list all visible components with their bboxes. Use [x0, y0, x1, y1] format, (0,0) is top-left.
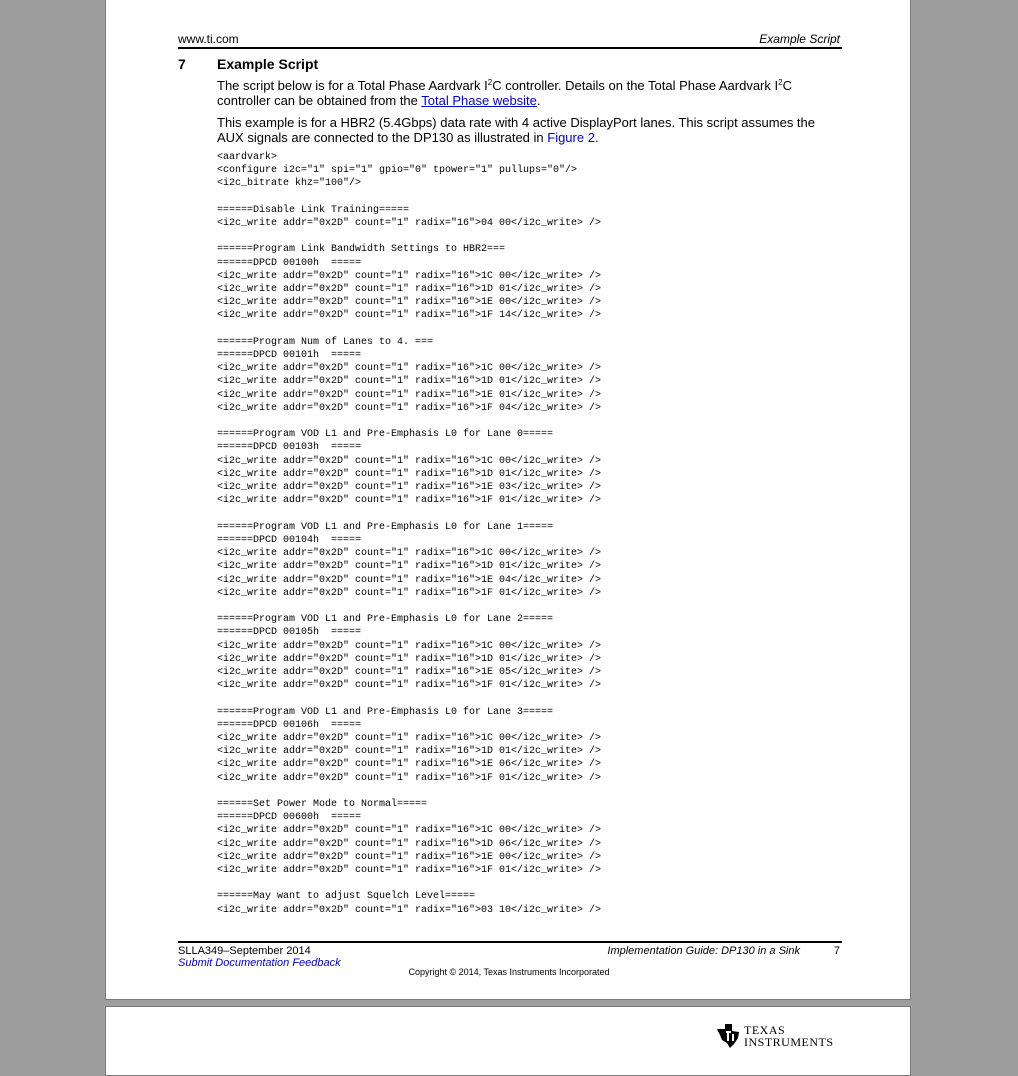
intro-paragraph [217, 78, 842, 108]
script-line: <i2c_write addr="0x2D" count="1" radix="16">1F 14</i2c_write> /> [217, 310, 602, 322]
script-line: ======Program VOD L1 and Pre-Emphasis L0 for Lane 0===== [217, 429, 554, 441]
script-line: ======DPCD 00106h ===== [217, 719, 362, 731]
header-website: www.ti.com [178, 32, 239, 46]
logo-line: TEXAS [744, 1023, 786, 1037]
script-line: <i2c_write addr="0x2D" count="1" radix="16">1D 01</i2c_write> /> [217, 746, 602, 758]
script-line: <i2c_write addr="0x2D" count="1" radix="16">1C 00</i2c_write> /> [217, 455, 602, 467]
ti-logo-icon [716, 1023, 740, 1049]
script-line: <i2c_write addr="0x2D" count="1" radix="16">1E 05</i2c_write> /> [217, 666, 602, 678]
footer-doc-title: Implementation Guide: DP130 in a Sink [607, 945, 800, 957]
script-line: <i2c_write addr="0x2D" count="1" radix="16">1C 00</i2c_write> /> [217, 548, 602, 560]
footer-page-number: 7 [833, 945, 840, 957]
superscript: 2 [778, 78, 783, 87]
paragraph-text: C controller. Details on the Total Phase Aardvark I [492, 78, 779, 93]
script-line: <i2c_write addr="0x2D" count="1" radix="16">1F 01</i2c_write> /> [217, 864, 602, 876]
script-line: ======Program Link Bandwidth Settings to HBR2=== [217, 244, 506, 256]
paragraph-text: . [536, 93, 541, 108]
next-document-page [105, 1006, 911, 1076]
script-line: <i2c_write addr="0x2D" count="1" radix="16">1D 06</i2c_write> /> [217, 838, 602, 850]
script-line: <i2c_bitrate khz="100"/> [217, 178, 362, 190]
ti-logo-wordmark [744, 1024, 834, 1048]
header-divider [178, 47, 842, 49]
script-line: <i2c_write addr="0x2D" count="1" radix="16">1D 01</i2c_write> /> [217, 653, 602, 665]
paragraph-text: . [594, 130, 599, 145]
script-line: <i2c_write addr="0x2D" count="1" radix="16">1F 01</i2c_write> /> [217, 772, 602, 784]
script-line: <i2c_write addr="0x2D" count="1" radix="16">1C 00</i2c_write> /> [217, 363, 602, 375]
superscript: 2 [487, 78, 493, 87]
script-line: <i2c_write addr="0x2D" count="1" radix="16">1E 03</i2c_write> /> [217, 482, 602, 494]
script-line: <i2c_write addr="0x2D" count="1" radix="16">04 00</i2c_write> /> [217, 218, 602, 230]
submit-feedback-link[interactable]: Submit Documentation Feedback [178, 957, 341, 969]
script-line: <i2c_write addr="0x2D" count="1" radix="16">1F 01</i2c_write> /> [217, 680, 602, 692]
script-line: ======DPCD 00100h ===== [217, 257, 362, 269]
script-line: <i2c_write addr="0x2D" count="1" radix="16">1C 00</i2c_write> /> [217, 732, 602, 744]
section-title: Example Script [217, 56, 319, 72]
script-line: ======DPCD 00103h ===== [217, 442, 362, 454]
config-paragraph [217, 115, 842, 145]
script-line: <i2c_write addr="0x2D" count="1" radix="16">1E 00</i2c_write> /> [217, 851, 602, 863]
header-section-name: Example Script [759, 32, 840, 46]
ti-logo [716, 1023, 834, 1049]
script-line: <i2c_write addr="0x2D" count="1" radix="16">1D 01</i2c_write> /> [217, 561, 602, 573]
script-line: <i2c_write addr="0x2D" count="1" radix="16">1D 01</i2c_write> /> [217, 284, 602, 296]
script-line: <configure i2c="1" spi="1" gpio="0" tpower="1" pullups="0"/> [217, 165, 578, 177]
script-line: ======Program VOD L1 and Pre-Emphasis L0 for Lane 1===== [217, 521, 554, 533]
script-line: ======DPCD 00101h ===== [217, 350, 362, 362]
script-line: <i2c_write addr="0x2D" count="1" radix="16">1E 01</i2c_write> /> [217, 389, 602, 401]
script-line: <i2c_write addr="0x2D" count="1" radix="16">1D 01</i2c_write> /> [217, 376, 602, 388]
script-line: <i2c_write addr="0x2D" count="1" radix="16">1C 00</i2c_write> /> [217, 640, 602, 652]
script-line: <i2c_write addr="0x2D" count="1" radix="16">1F 01</i2c_write> /> [217, 495, 602, 507]
script-line: ======Program Num of Lanes to 4. === [217, 336, 434, 348]
script-line: <i2c_write addr="0x2D" count="1" radix="16">1E 00</i2c_write> /> [217, 297, 602, 309]
script-line: ======Program VOD L1 and Pre-Emphasis L0 for Lane 3===== [217, 706, 554, 718]
footer-divider [178, 941, 842, 943]
figure-2-link[interactable]: Figure 2 [547, 130, 595, 145]
section-number: 7 [178, 56, 186, 72]
total-phase-website-link[interactable]: Total Phase website [421, 93, 537, 108]
script-line: <i2c_write addr="0x2D" count="1" radix="16">1F 04</i2c_write> /> [217, 402, 602, 414]
script-line: <i2c_write addr="0x2D" count="1" radix="16">1D 01</i2c_write> /> [217, 468, 602, 480]
script-line: ======Program VOD L1 and Pre-Emphasis L0 for Lane 2===== [217, 614, 554, 626]
paragraph-text: The script below is for a Total Phase Aardvark I [217, 78, 488, 93]
footer-doc-id: SLLA349–September 2014 [178, 945, 311, 957]
paragraph-text: C controller can be obtained from the [217, 78, 792, 108]
script-line: <i2c_write addr="0x2D" count="1" radix="16">1F 01</i2c_write> /> [217, 587, 602, 599]
script-line: <i2c_write addr="0x2D" count="1" radix="16">1C 00</i2c_write> /> [217, 270, 602, 282]
script-line: <i2c_write addr="0x2D" count="1" radix="16">1E 06</i2c_write> /> [217, 759, 602, 771]
logo-line: INSTRUMENTS [744, 1035, 834, 1049]
script-line: ======Set Power Mode to Normal===== [217, 798, 428, 810]
script-line: ======DPCD 00600h ===== [217, 812, 362, 824]
paragraph-text: This example is for a HBR2 (5.4Gbps) data rate with 4 active DisplayPort lanes. This script assumes the AUX signals are connected to the DP130 as illustrated in [217, 115, 816, 145]
script-line: <i2c_write addr="0x2D" count="1" radix="16">1C 00</i2c_write> /> [217, 825, 602, 837]
script-line: <i2c_write addr="0x2D" count="1" radix="16">03 10</i2c_write> /> [217, 904, 602, 916]
script-line: <aardvark> [217, 152, 278, 163]
script-line: ======May want to adjust Squelch Level===== [217, 891, 476, 903]
script-line: <i2c_write addr="0x2D" count="1" radix="16">1E 04</i2c_write> /> [217, 574, 602, 586]
script-line: ======DPCD 00105h ===== [217, 627, 362, 639]
script-line: ======Disable Link Training===== [217, 204, 410, 216]
script-line: ======DPCD 00104h ===== [217, 534, 362, 546]
script-code-block [217, 151, 601, 917]
document-page [105, 0, 911, 1000]
copyright-notice: Copyright © 2014, Texas Instruments Incorporated [408, 967, 610, 977]
